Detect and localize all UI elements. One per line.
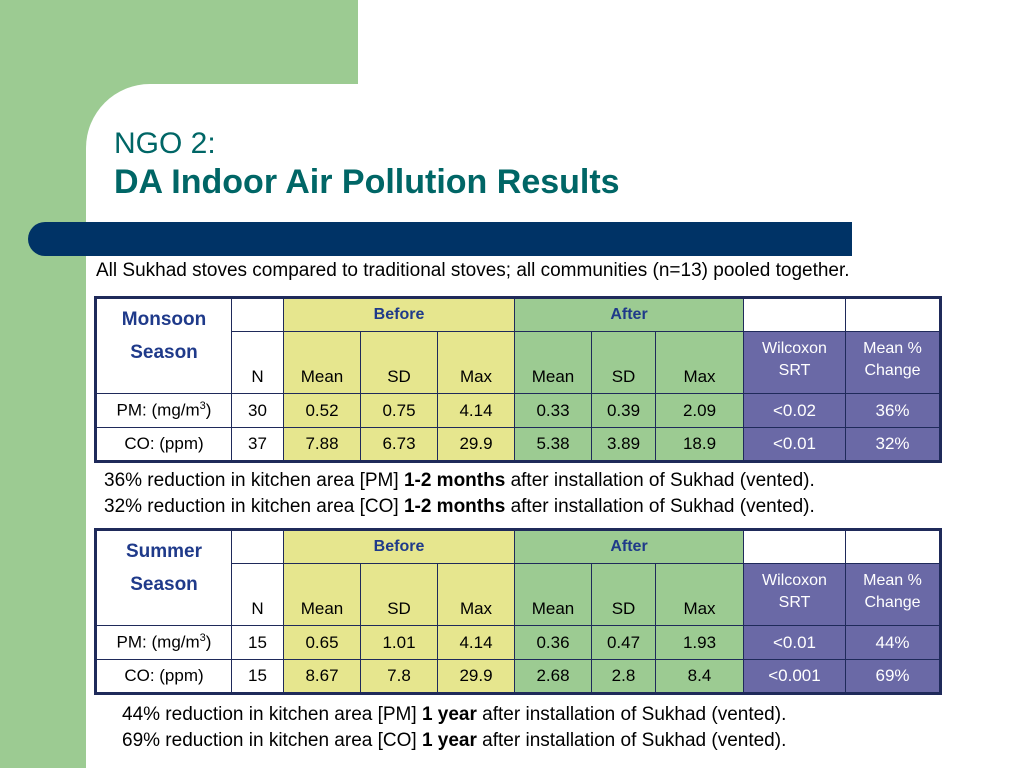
cell-n: 30: [232, 394, 284, 428]
cell-wilcoxon: <0.01: [744, 428, 846, 462]
before-header: Before: [284, 530, 515, 564]
cell-after-mean: 2.68: [515, 660, 592, 694]
cell-before-sd: 6.73: [361, 428, 438, 462]
cell-after-max: 2.09: [656, 394, 744, 428]
cell-change: 32%: [846, 428, 941, 462]
label-sup: 3: [199, 632, 206, 645]
cell-before-sd: 7.8: [361, 660, 438, 694]
cell-before-max: 4.14: [438, 394, 515, 428]
cell-before-mean: 0.52: [284, 394, 361, 428]
cell-wilcoxon: <0.02: [744, 394, 846, 428]
cell-wilcoxon: <0.01: [744, 626, 846, 660]
table-row: [96, 394, 941, 428]
before-sd-header: SD: [361, 564, 438, 626]
note-text: 44% reduction in kitchen area [PM]: [122, 704, 422, 725]
cell-before-max: 29.9: [438, 428, 515, 462]
cell-n: 37: [232, 428, 284, 462]
cell-before-max: 4.14: [438, 626, 515, 660]
note-bold: 1-2 months: [403, 496, 506, 517]
empty-cell: [744, 298, 846, 332]
cell-n: 15: [232, 660, 284, 694]
note-bold: 1 year: [421, 704, 477, 725]
mean-change-header: Mean % Change: [846, 564, 941, 626]
title-line-1: NGO 2:: [114, 127, 216, 160]
cell-before-sd: 0.75: [361, 394, 438, 428]
cell-n: 15: [232, 626, 284, 660]
cell-wilcoxon: <0.001: [744, 660, 846, 694]
before-sd-header: SD: [361, 332, 438, 394]
cell-after-mean: 0.33: [515, 394, 592, 428]
cell-after-max: 18.9: [656, 428, 744, 462]
monsoon-note-2: [104, 494, 815, 520]
monsoon-note-1: [104, 468, 815, 494]
row-label: CO: (ppm): [96, 660, 232, 694]
summer-season-label: [96, 530, 232, 626]
after-mean-header: Mean: [515, 564, 592, 626]
empty-cell: [846, 530, 941, 564]
table-row: [96, 428, 941, 462]
before-mean-header: Mean: [284, 332, 361, 394]
note-bold: 1 year: [421, 730, 477, 751]
season-line-2: Season: [130, 574, 198, 595]
empty-cell: [232, 298, 284, 332]
n-header: N: [232, 564, 284, 626]
note-text: after installation of Sukhad (vented).: [476, 704, 787, 725]
row-label: [96, 394, 232, 428]
cell-change: 36%: [846, 394, 941, 428]
cell-change: 44%: [846, 626, 941, 660]
table-row: [96, 626, 941, 660]
before-header: Before: [284, 298, 515, 332]
cell-after-sd: 3.89: [592, 428, 656, 462]
season-line-2: Season: [130, 342, 198, 363]
cell-after-mean: 5.38: [515, 428, 592, 462]
after-max-header: Max: [656, 332, 744, 394]
cell-after-sd: 0.39: [592, 394, 656, 428]
season-line-1: Monsoon: [121, 309, 207, 330]
before-max-header: Max: [438, 564, 515, 626]
after-max-header: Max: [656, 564, 744, 626]
label-text: PM: (mg/m: [116, 400, 200, 420]
note-bold: 1-2 months: [403, 470, 506, 491]
empty-cell: [744, 530, 846, 564]
after-header: After: [515, 530, 744, 564]
note-text: after installation of Sukhad (vented).: [505, 470, 815, 491]
monsoon-table: [94, 296, 942, 463]
row-label: CO: (ppm): [96, 428, 232, 462]
summer-note-2: [122, 728, 786, 754]
cell-after-mean: 0.36: [515, 626, 592, 660]
cell-after-sd: 2.8: [592, 660, 656, 694]
empty-cell: [232, 530, 284, 564]
after-header: After: [515, 298, 744, 332]
note-text: after installation of Sukhad (vented).: [476, 730, 787, 751]
summer-note-1: [122, 702, 786, 728]
title-divider-bar: [28, 222, 852, 256]
cell-before-sd: 1.01: [361, 626, 438, 660]
note-text: 69% reduction in kitchen area [CO]: [122, 730, 422, 751]
table-row: [96, 660, 941, 694]
note-text: 36% reduction in kitchen area [PM]: [104, 470, 404, 491]
label-close: ): [205, 400, 212, 420]
cell-after-max: 1.93: [656, 626, 744, 660]
before-mean-header: Mean: [284, 564, 361, 626]
wilcoxon-header: Wilcoxon SRT: [744, 564, 846, 626]
after-sd-header: SD: [592, 564, 656, 626]
cell-before-max: 29.9: [438, 660, 515, 694]
label-sup: 3: [199, 400, 206, 413]
summer-table: [94, 528, 942, 695]
before-max-header: Max: [438, 332, 515, 394]
after-sd-header: SD: [592, 332, 656, 394]
empty-cell: [846, 298, 941, 332]
label-text: PM: (mg/m: [116, 632, 200, 652]
note-text: 32% reduction in kitchen area [CO]: [104, 496, 404, 517]
note-text: after installation of Sukhad (vented).: [505, 496, 815, 517]
monsoon-season-label: [96, 298, 232, 394]
cell-before-mean: 7.88: [284, 428, 361, 462]
n-header: N: [232, 332, 284, 394]
mean-change-header: Mean % Change: [846, 332, 941, 394]
cell-before-mean: 8.67: [284, 660, 361, 694]
label-close: ): [205, 632, 212, 652]
wilcoxon-header: Wilcoxon SRT: [744, 332, 846, 394]
row-label: [96, 626, 232, 660]
season-line-1: Summer: [125, 541, 203, 562]
slide-title: [114, 126, 620, 202]
after-mean-header: Mean: [515, 332, 592, 394]
cell-after-sd: 0.47: [592, 626, 656, 660]
intro-text: All Sukhad stoves compared to traditional stoves; all communities (n=13) pooled together.: [96, 260, 850, 281]
cell-after-max: 8.4: [656, 660, 744, 694]
cell-change: 69%: [846, 660, 941, 694]
cell-before-mean: 0.65: [284, 626, 361, 660]
title-line-2: DA Indoor Air Pollution Results: [114, 163, 620, 201]
